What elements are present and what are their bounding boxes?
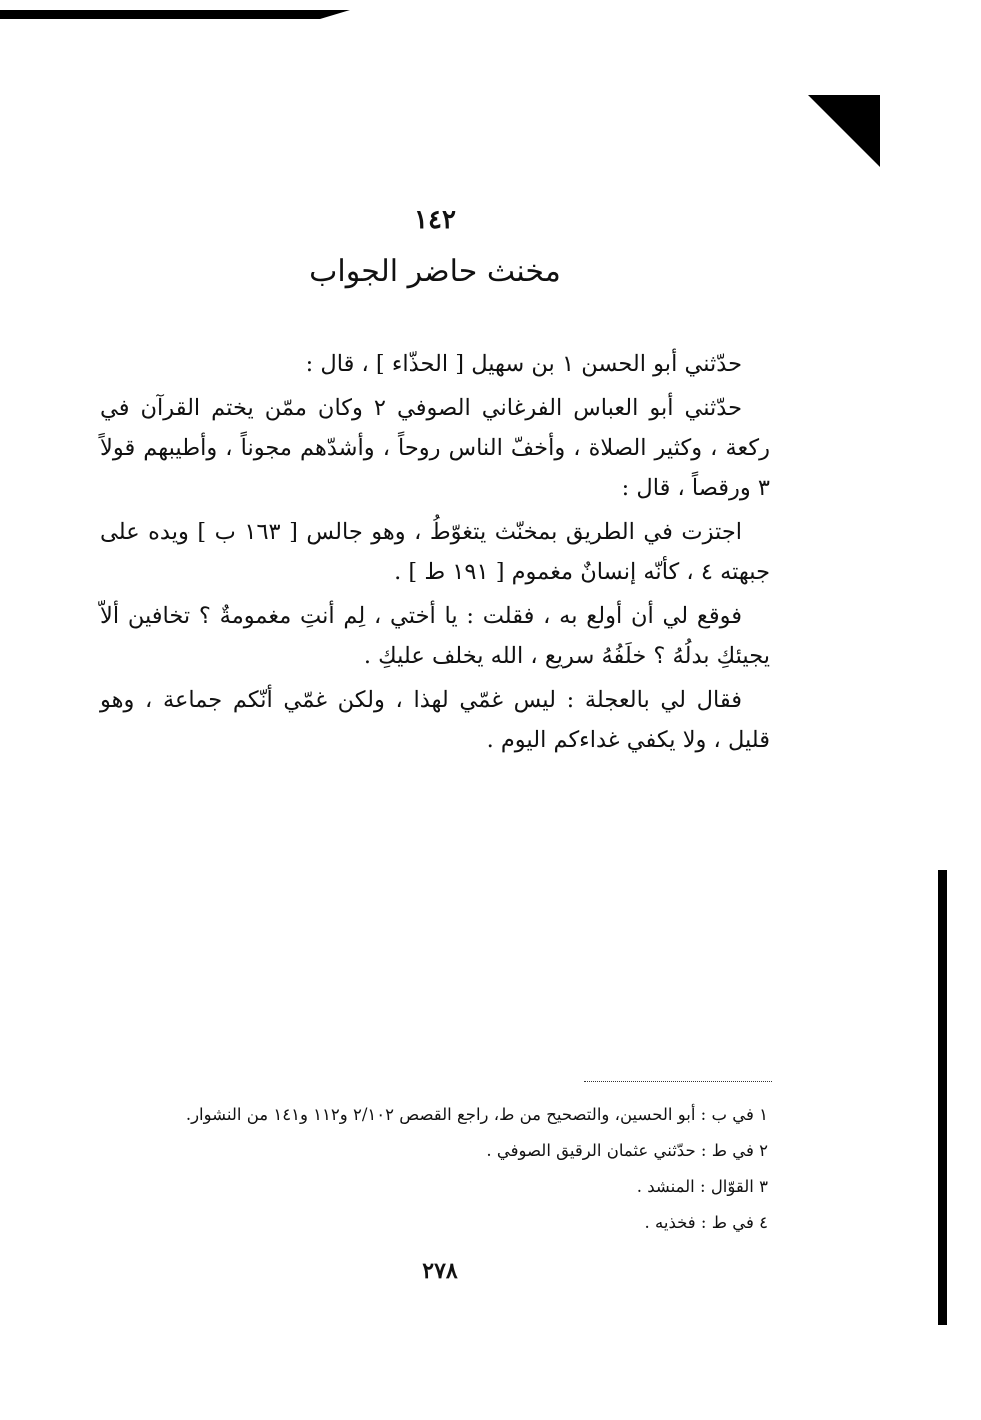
- section-number: ١٤٢: [414, 205, 456, 235]
- paragraph: فوقع لي أن أولع به ، فقلت : يا أختي ، لِم أنتِ مغمومةٌ ؟ تخافين ألاّ يجيئكِ بدلُهُ ؟ خلَفُهُ سريع ، الله يخلف عليكِ .: [100, 603, 770, 669]
- page-body: [100, 190, 770, 764]
- paragraph: حدّثني أبو الحسن ١ بن سهيل [ الحذّاء ] ، قال :: [305, 351, 742, 377]
- footnote: ٤ في ط : فخذيه .: [644, 1213, 768, 1232]
- section-title: مخنث حاضر الجواب: [309, 254, 561, 289]
- footnote: ١ في ب : أبو الحسين، والتصحيح من ط، راجع القصص ٢/١٠٢ و١١٢ و١٤١ من النشوار.: [185, 1105, 768, 1124]
- paragraph: فقال لي بالعجلة : ليس غمّي لهذا ، ولكن غمّي أنّكم جماعة ، وهو قليل ، ولا يكفي غداءكم اليوم .: [100, 687, 770, 753]
- footnote: ٢ في ط : حدّثني عثمان الرقيق الصوفي .: [486, 1141, 768, 1160]
- scan-edge-top: [0, 10, 350, 19]
- page-number: ٢٧٨: [422, 1258, 458, 1284]
- footnotes: [100, 1097, 770, 1241]
- footnote-divider: [584, 1081, 772, 1082]
- scan-edge-right: [938, 870, 947, 1325]
- scan-corner-mark: [808, 95, 880, 167]
- footnote: ٣ القوّال : المنشد .: [636, 1177, 768, 1196]
- main-text: [100, 344, 770, 760]
- paragraph: حدّثني أبو العباس الفرغاني الصوفي ٢ وكان ممّن يختم القرآن في ركعة ، وكثير الصلاة ، وأخفّ الناس روحاً ، وأشدّهم مجوناً ، وأطيبهم قولاً ٣ ورقصاً ، قال :: [100, 395, 770, 501]
- paragraph: اجتزت في الطريق بمخنّث يتغوّطُ ، وهو جالس [ ١٦٣ ب ] ويده على جبهته ٤ ، كأنّه إنسانٌ مغموم [ ١٩١ ط ] .: [100, 519, 770, 585]
